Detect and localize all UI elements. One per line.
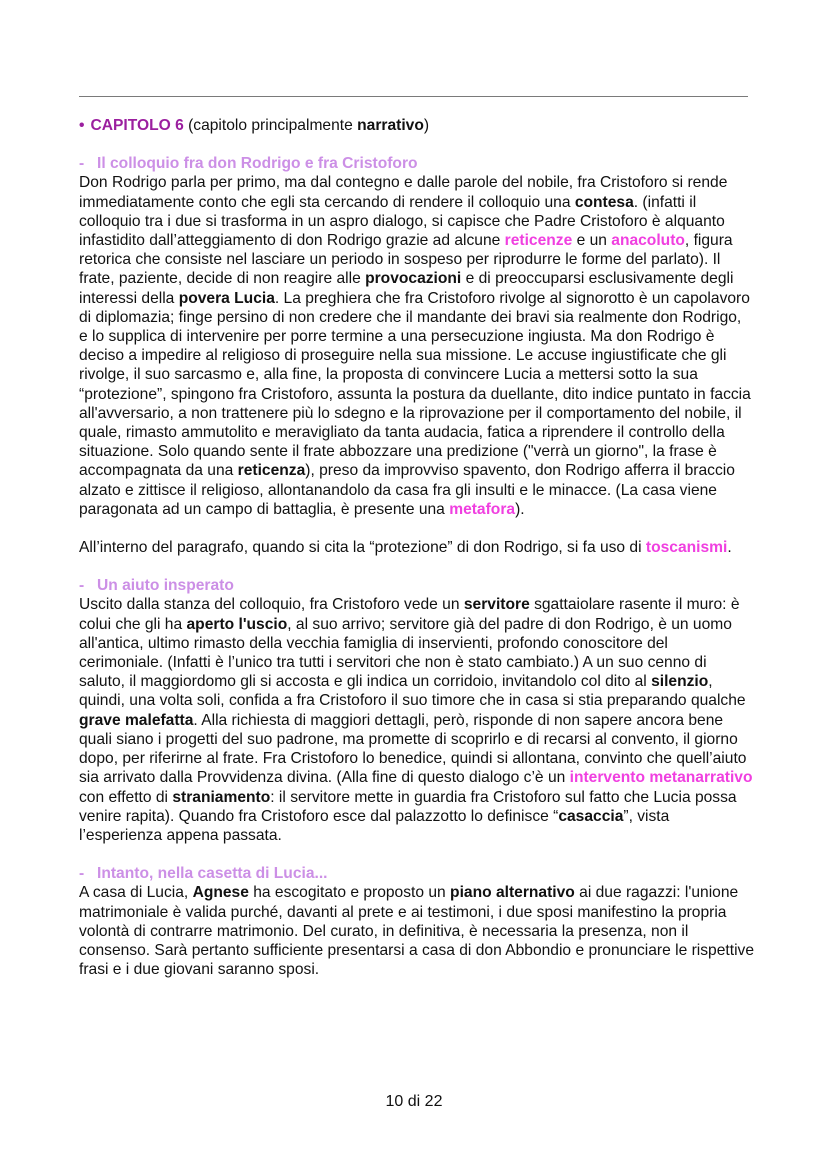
bold-term: silenzio xyxy=(651,673,709,691)
chapter-subtitle-post: ) xyxy=(423,117,430,134)
highlight-term: reticenze xyxy=(504,232,573,250)
text-run: ), preso da improvviso spavento, don Rodrigo afferra il braccio alzato e zittisce il religioso, allontanandolo da casa fra gli insulti e le minacce. (La casa viene paragonata ad un campo di battaglia, è presente una xyxy=(79,462,735,518)
highlight-term: metafora xyxy=(449,500,516,518)
text-run: e un xyxy=(572,232,612,250)
spacer xyxy=(79,557,754,576)
highlight-term: toscanismi xyxy=(645,539,728,557)
bold-term: straniamento xyxy=(172,788,271,806)
text-run: , al suo arrivo; servitore già del padre di don Rodrigo, è un uomo all'antica, ultimo rimasto della vecchia famiglia di inservienti, profondo conoscitore del cerimoniale. (Infatti è l’unico tra tutti i servitori che non è stato cambiato.) A un suo cenno di saluto, il maggiordomo gli si accosta e gli indica un corridoio, invitandolo col dito al xyxy=(79,615,732,691)
paragraph-colloquio xyxy=(79,173,754,519)
section-heading-colloquio xyxy=(79,154,754,173)
bold-term: piano alternativo xyxy=(450,884,575,902)
bold-term: provocazioni xyxy=(365,270,462,288)
text-run: Don Rodrigo parla per primo, ma dal contegno e dalle parole del nobile, fra Cristoforo si rende immediatamente conto che egli sta cercando di rendere il colloquio una xyxy=(79,174,728,211)
bold-term: contesa xyxy=(574,193,634,211)
text-run: sgattaiolare rasente il muro: è colui che gli ha xyxy=(79,596,740,633)
text-run: , figura retorica che consiste nel lasciare un periodo in sospeso per riprodurre le forme del parlato). Il frate, paziente, decide di non reagire alle xyxy=(79,232,733,288)
bold-term: grave malefatta xyxy=(79,711,194,729)
bold-term: servitore xyxy=(463,596,530,614)
text-run: : il servitore mette in guardia fra Cristoforo sul fatto che Lucia possa venire rapita). Quando fra Cristoforo esce dal palazzotto lo definisce “ xyxy=(79,788,737,825)
bold-term: Agnese xyxy=(192,884,249,902)
text-run: ai due ragazzi: l'unione matrimoniale è valida purché, davanti al prete e ai testimoni, i due sposi manifestino la propria volontà di contrarre matrimonio. Del curato, in definitiva, è necessaria la presenza, non il consenso. Sarà pertanto sufficiente presentarsi a casa di don Abbondio e pronunciare le rispettive frasi e i due giovani saranno sposi. xyxy=(79,884,755,979)
text-run: ). xyxy=(515,500,525,518)
bold-term: reticenza xyxy=(237,462,306,480)
page-number: 10 di 22 xyxy=(385,1093,443,1110)
dash-icon: - xyxy=(79,865,85,883)
text-run: ha escogitato e proposto un xyxy=(248,884,451,902)
bold-term: povera Lucia xyxy=(178,289,275,307)
highlight-term: intervento metanarrativo xyxy=(569,769,753,787)
text-run: . xyxy=(727,539,732,557)
section-heading-casetta xyxy=(79,864,754,883)
text-run: . Alla richiesta di maggiori dettagli, però, risponde di non sapere ancora bene quali siano i progetti del suo padrone, ma promette di scoprirlo e di recarsi al convento, il giorno dopo, per riferirne al frate. Fra Cristoforo lo benedice, quindi si allontana, convinto che quell’aiuto sia arrivato dalla Provvidenza divina. (Alla fine di questo dialogo c’è un xyxy=(79,711,747,787)
text-run: , quindi, una volta soli, confida a fra Cristoforo il suo timore che in casa si stia preparando qualche xyxy=(79,673,746,710)
dash-icon: - xyxy=(79,577,85,595)
bullet-icon: • xyxy=(79,117,85,134)
spacer xyxy=(79,519,754,538)
text-run: ”, vista l’esperienza appena passata. xyxy=(79,807,670,844)
section-heading-text: Intanto, nella casetta di Lucia... xyxy=(97,865,328,883)
paragraph-aiuto xyxy=(79,595,754,845)
document-body xyxy=(79,116,754,979)
header-rule xyxy=(79,96,748,97)
text-run: Uscito dalla stanza del colloquio, fra Cristoforo vede un xyxy=(79,596,464,614)
bold-term: aperto l'uscio xyxy=(186,615,288,633)
text-run: . La preghiera che fra Cristoforo rivolge al signorotto è un capolavoro di diplomazia; finge persino di non credere che il mandante dei bravi sia realmente don Rodrigo, e lo supplica di intervenire per porre termine a una persecuzione ingiusta. Ma don Rodrigo è deciso a impedire al religioso di proseguire nella sua missione. Le accuse ingiustificate che gli rivolge, il suo sarcasmo e, alla fine, la proposta di convincere Lucia a mettersi sotto la sua “protezione”, spingono fra Cristoforo, assunta la postura da duellante, dito indice puntato in faccia all'avversario, a non trattenere più lo sdegno e la riprovazione per il comportamento del nobile, il quale, rimasto ammutolito e meravigliato da tanta audacia, fatica a riprendere il controllo della situazione. Solo quando sente il frate abbozzare una predizione ("verrà un giorno", la frase è accompagnata da una xyxy=(79,289,751,480)
chapter-name: CAPITOLO 6 xyxy=(90,117,184,134)
text-run: . (infatti il colloquio tra i due si trasforma in un aspro dialogo, si capisce che Padre Cristoforo è alquanto infastidito dall’atteggiamento di don Rodrigo grazie ad alcune xyxy=(79,193,725,250)
chapter-title xyxy=(79,116,754,135)
spacer xyxy=(79,845,754,864)
chapter-subtitle-bold: narrativo xyxy=(357,117,424,134)
section-heading-text: Un aiuto insperato xyxy=(97,577,234,595)
dash-icon: - xyxy=(79,155,85,173)
section-heading-aiuto xyxy=(79,576,754,595)
chapter-subtitle-pre: (capitolo principalmente xyxy=(183,117,358,134)
text-run: A casa di Lucia, xyxy=(79,884,193,902)
bold-term: casaccia xyxy=(558,807,624,825)
text-run: All’interno del paragrafo, quando si cita la “protezione” di don Rodrigo, si fa uso di xyxy=(79,539,646,557)
highlight-term: anacoluto xyxy=(611,232,685,250)
section-heading-text: Il colloquio fra don Rodrigo e fra Cristoforo xyxy=(97,155,418,173)
paragraph-casetta xyxy=(79,883,754,979)
text-run: con effetto di xyxy=(79,788,173,806)
text-run: e di preoccuparsi esclusivamente degli interessi della xyxy=(79,270,734,307)
paragraph-toscanismi xyxy=(79,538,754,557)
